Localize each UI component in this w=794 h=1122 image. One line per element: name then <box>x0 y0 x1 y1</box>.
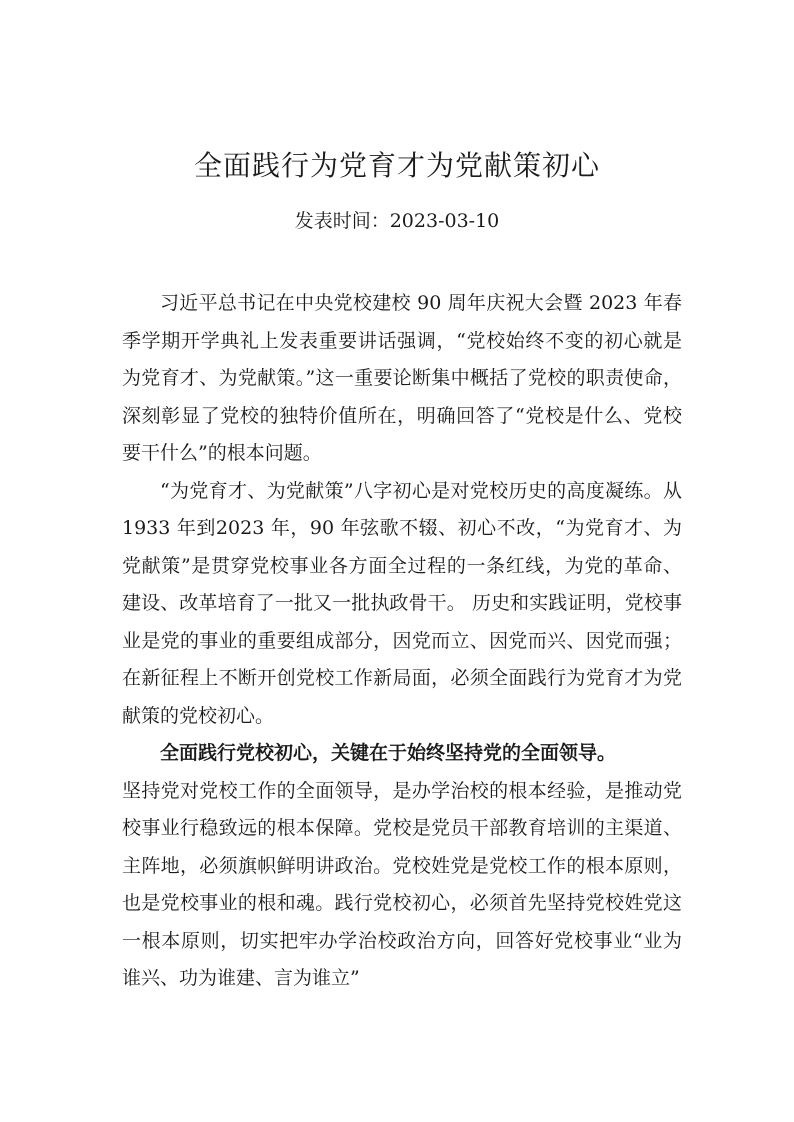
section-paragraph: 坚持党对党校工作的全面领导，是办学治校的根本经验，是推动党校事业行稳致远的根本保障。党校是党员干部教育培训的主渠道、主阵地，必须旗帜鲜明讲政治。党校姓党是党校工作的根本原则，也是党校事业的根和魂。践行党校初心，必须首先坚持党校姓党这一根本原则，切实把牢办学治校政治方向，回答好党校事业“业为谁兴、功为谁建、言为谁立” <box>122 779 682 989</box>
paragraph-2: “为党育才、为党献策”八字初心是对党校历史的高度凝练。从1933 年到2023 年，90 年弦歌不辍、初心不改，“为党育才、为党献策”是贯穿党校事业各方面全过程的一条红线，为党的革命、建设、改革培育了一批又一批执政骨干。 历史和实践证明，党校事业是党的事业的重要组成部分，因党而立、因党而兴、因党而强；在新征程上不断开创党校工作新局面，必须全面践行为党育才为党献策的党校初心。 <box>122 479 682 727</box>
section-heading: 全面践行党校初心，关键在于始终坚持党的全面领导。 <box>160 742 617 764</box>
article-body <box>122 285 682 998</box>
paragraph-1: 习近平总书记在中央党校建校 90 周年庆祝大会暨 2023 年春季学期开学典礼上发表重要讲话强调，“党校始终不变的初心就是为党育才、为党献策。”这一重要论断集中概括了党校的职责使命，深刻彰显了党校的独特价值所在，明确回答了“党校是什么、党校要干什么”的根本问题。 <box>122 292 682 464</box>
publish-date: 发表时间：2023-03-10 <box>294 210 500 232</box>
article-title: 全面践行为党育才为党献策初心 <box>193 149 600 182</box>
